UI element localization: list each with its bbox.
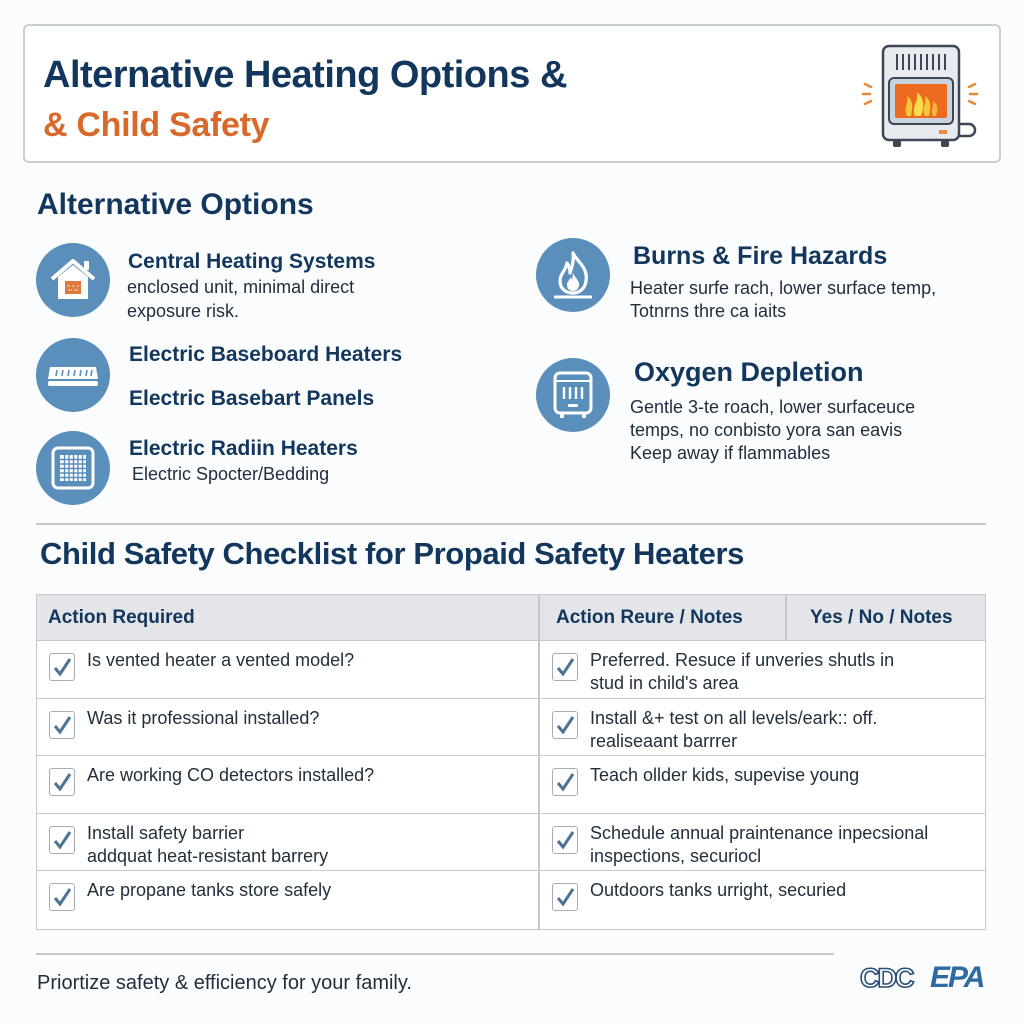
flame-icon [536,238,610,312]
notes-text: realiseaant barrrer [590,731,738,751]
checkbox-checked[interactable] [552,653,578,681]
cdc-logo: CDC [860,963,913,993]
action-text: Are propane tanks store safely [87,880,332,900]
hazard-desc-oxygen-depletion: Keep away if flammables [630,443,831,463]
option-desc-central-heating: enclosed unit, minimal direct [127,277,355,297]
notes-text: Install &+ test on all levels/eark:: off. [590,708,878,728]
action-text: Was it professional installed? [87,708,320,728]
notes-text: Teach ollder kids, supevise young [590,765,860,785]
notes-text: Preferred. Resuce if unveries shutls in [590,650,895,670]
header-card [23,24,1001,163]
notes-text: inspections, securiocl [590,846,762,866]
hazard-title-burns-fire: Burns & Fire Hazards [633,242,888,270]
checkbox-checked[interactable] [49,768,75,796]
hazard-desc-burns-fire: Totnrns thre ca iaits [630,301,787,321]
baseboard-heater-icon [36,338,110,412]
column-header-action-required: Action Required [48,607,195,628]
table-row [37,814,985,871]
checkbox-checked[interactable] [552,711,578,739]
action-text: Are working CO detectors installed? [87,765,375,785]
table-row [37,871,985,929]
action-text: Is vented heater a vented model? [87,650,355,670]
checkbox-checked[interactable] [552,883,578,911]
option-desc-central-heating: exposure risk. [127,301,240,321]
checkbox-checked[interactable] [49,826,75,854]
checkbox-checked[interactable] [49,883,75,911]
column-header-yes-no: Yes / No / Notes [810,607,953,628]
hazard-desc-oxygen-depletion: temps, no conbisto yora san eavis [630,420,903,440]
checklist-title: Child Safety Checklist for Propaid Safety Heaters [40,536,744,571]
option-title-central-heating: Central Heating Systems [128,250,376,273]
notes-text: stud in child's area [590,673,739,693]
space-heater-icon [855,40,985,150]
notes-text: Outdoors tanks urright, securied [590,880,847,900]
house-icon [36,243,110,317]
checkbox-checked[interactable] [552,826,578,854]
checklist-table [36,594,986,930]
page-subtitle: & Child Safety [43,106,270,144]
option-title-baseboard-heaters: Electric Baseboard Heaters [129,343,403,366]
hazard-desc-burns-fire: Heater surfe rach, lower surface temp, [630,278,937,298]
footer-divider [36,953,834,955]
column-header-notes: Action Reure / Notes [556,607,743,628]
notes-text: Schedule annual praintenance inpecsional [590,823,929,843]
checkbox-checked[interactable] [552,768,578,796]
option-subtitle-baseboard-panels: Electric Basebart Panels [129,387,375,410]
checkbox-checked[interactable] [49,653,75,681]
action-text: addquat heat-resistant barrery [87,846,329,866]
epa-logo: EPA [930,961,984,994]
section-title-alternative-options: Alternative Options [37,188,314,221]
table-row [37,699,985,756]
option-title-radiant-heaters: Electric Radiin Heaters [129,437,358,460]
table-row [37,641,985,699]
section-divider [36,523,986,525]
radiant-panel-icon [36,431,110,505]
footer-tagline: Priortize safety & efficiency for your family. [37,972,412,994]
checkbox-checked[interactable] [49,711,75,739]
table-row [37,756,985,814]
page-title: Alternative Heating Options & [43,54,567,96]
hazard-title-oxygen-depletion: Oxygen Depletion [634,357,864,387]
column-divider [785,595,787,641]
action-text: Install safety barrier [87,823,245,843]
hazard-desc-oxygen-depletion: Gentle 3-te roach, lower surfaceuce [630,397,916,417]
option-desc-radiant-heaters: Electric Spocter/Bedding [132,464,330,484]
table-header [37,595,985,641]
heater-icon [536,358,610,432]
